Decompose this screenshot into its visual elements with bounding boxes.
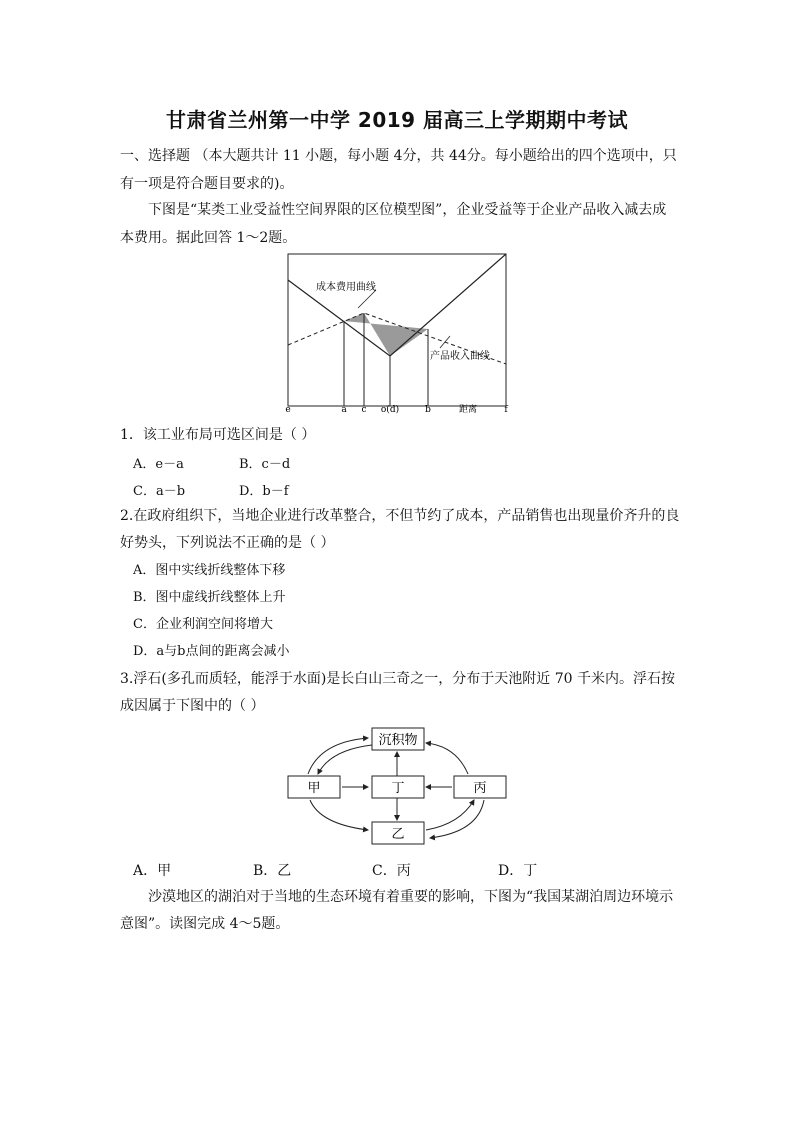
- box-center-label: 丁: [391, 781, 405, 796]
- cost-curve-label: 成本费用曲线: [316, 282, 376, 293]
- q1-option-d: D．b－f: [239, 484, 289, 499]
- revenue-label-leader: [440, 336, 450, 348]
- q1-stem: 1．该工业布局可选区间是（ ）: [120, 427, 316, 443]
- q2-option-b: B．图中虚线折线整体上升: [133, 590, 286, 605]
- intro2-line2: 意图”。读图完成 4～5题。: [120, 916, 290, 932]
- x-label-a: a: [341, 405, 347, 415]
- arrow-right-to-top: [426, 743, 468, 774]
- x-label-od: o(d): [380, 405, 400, 415]
- arrow-top-to-left: [318, 745, 372, 774]
- rock-cycle-figure: [280, 718, 520, 852]
- x-label-b: b: [425, 405, 431, 415]
- box-bottom-label: 乙: [391, 827, 405, 842]
- box-right-label: 丙: [473, 781, 487, 796]
- q3-option-d: D．丁: [498, 863, 538, 879]
- q2-option-d: D．a与b点间的距离会减小: [133, 644, 290, 659]
- revenue-curve-label: 产品收入曲线: [430, 351, 490, 362]
- box-top-label: 沉积物: [378, 733, 418, 748]
- intro1-line1: 下图是“某类工业受益性空间界限的区位模型图”，企业受益等于企业产品收入减去成: [148, 202, 667, 218]
- section-header-line1: 一、选择题 （本大题共计 11 小题，每小题 4分，共 44分。每小题给出的四个选项中，只: [120, 148, 677, 164]
- q3-option-a: A．甲: [133, 863, 172, 879]
- q1-option-c: C．a－b: [133, 484, 186, 499]
- page-title: 甘肃省兰州第一中学 2019 届高三上学期期中考试: [165, 108, 629, 132]
- q3-stem-line1: 3.浮石(多孔而质轻，能浮于水面)是长白山三奇之一，分布于天池附近 70 千米内。浮石按: [120, 671, 675, 687]
- profit-area: [344, 313, 428, 356]
- intro2-line1: 沙漠地区的湖泊对于当地的生态环境有着重要的影响，下图为“我国某湖泊周边环境示: [148, 889, 674, 905]
- box-left-label: 甲: [307, 781, 321, 796]
- q3-option-b: B．乙: [253, 863, 292, 879]
- x-label-f: f: [504, 405, 508, 415]
- x-axis-title: 距离: [458, 405, 478, 415]
- x-label-c: c: [361, 405, 367, 415]
- q3-stem-line2: 成因属于下图中的（ ）: [120, 698, 265, 714]
- arrow-left-to-top: [308, 738, 368, 774]
- section-header-line2: 有一项是符合题目要求的)。: [120, 176, 294, 192]
- q1-option-b: B．c－d: [239, 457, 291, 472]
- x-label-e: e: [285, 405, 291, 415]
- arrow-left-to-bottom: [310, 800, 368, 830]
- q3-option-c: C．丙: [372, 863, 411, 879]
- q2-option-a: A．图中实线折线整体下移: [133, 563, 286, 578]
- arrow-right-to-bottom: [430, 800, 484, 838]
- q2-option-c: C．企业利润空间将增大: [133, 617, 273, 632]
- q2-stem-line1: 2.在政府组织下，当地企业进行改革整合，不但节约了成本，产品销售也出现量价齐升的良: [120, 508, 680, 524]
- q2-stem-line2: 好势头，下列说法不正确的是（ ）: [120, 535, 335, 551]
- location-model-figure: [280, 250, 520, 418]
- intro1-line2: 本费用。据此回答 1～2题。: [120, 230, 297, 246]
- q1-option-a: A．e－a: [133, 457, 184, 472]
